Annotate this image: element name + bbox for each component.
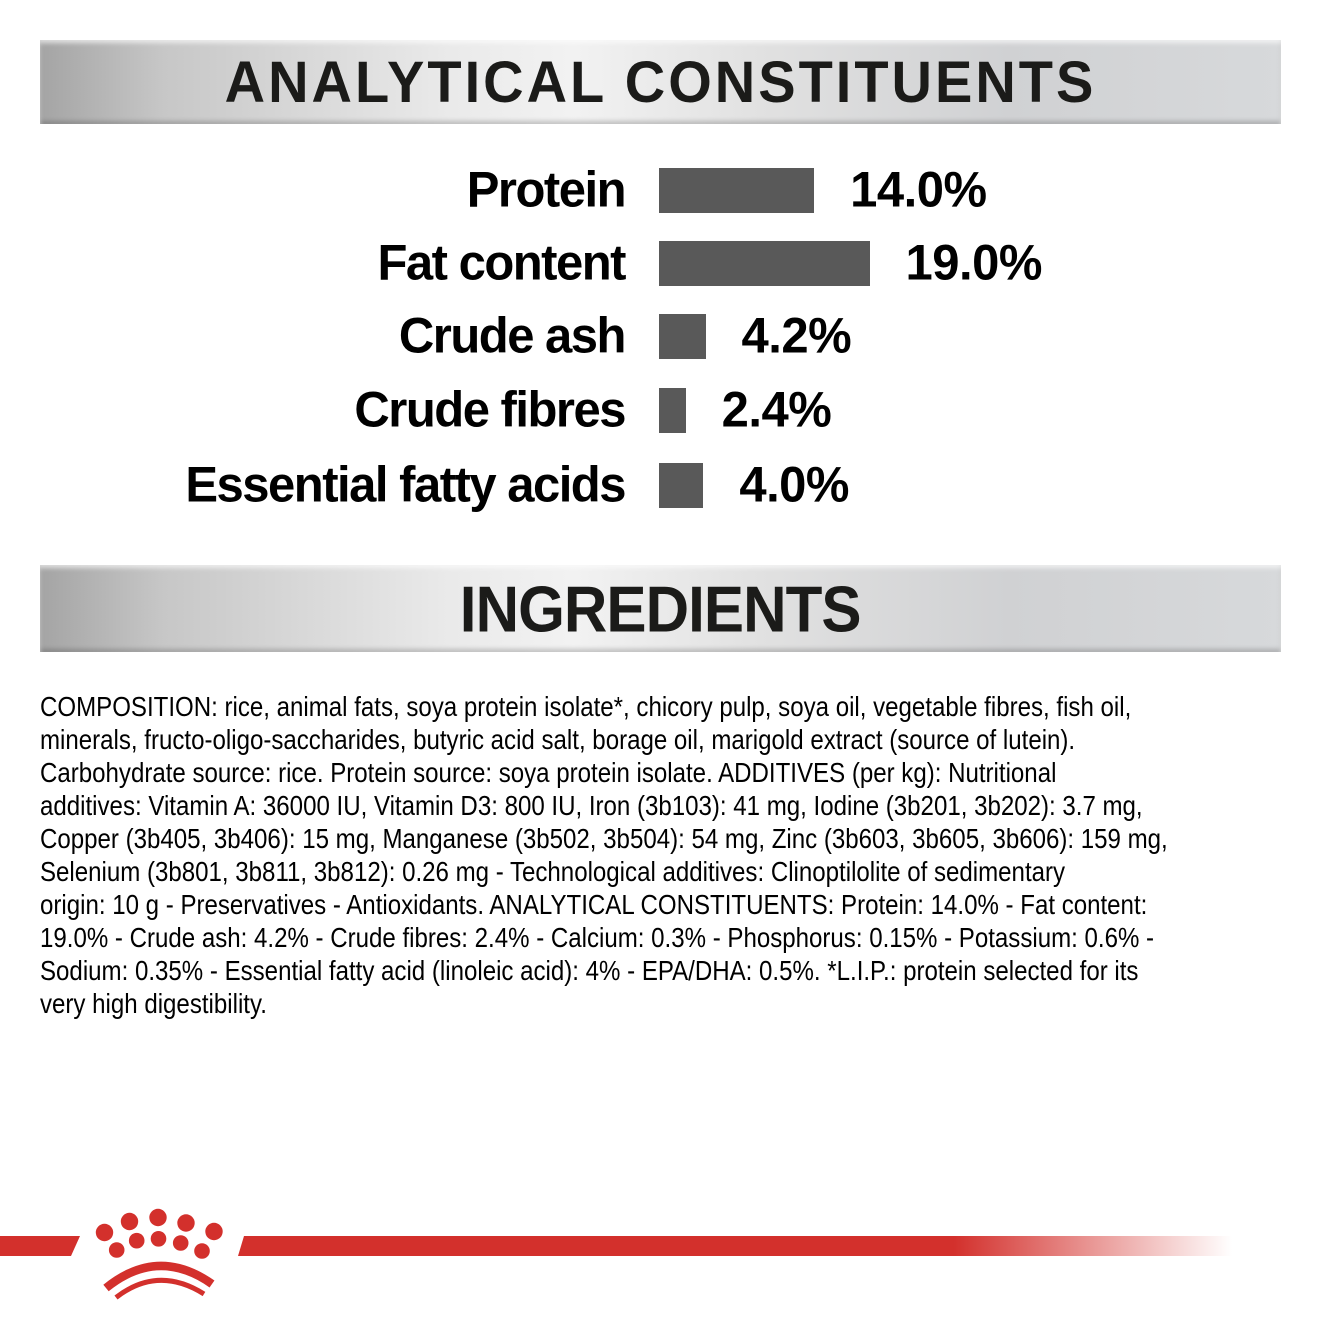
chart-row-protein	[0, 162, 987, 218]
chart-value-label: 2.4%	[721, 382, 832, 438]
chart-row-crude-fibres	[0, 382, 832, 438]
ingredients-text-line: minerals, fructo-oligo-saccharides, butyric acid salt, borage oil, marigold extract (source of lutein).	[40, 724, 1076, 755]
analytical-constituents-banner	[40, 40, 1281, 124]
ingredients-text-line: Selenium (3b801, 3b811, 3b812): 0.26 mg - Technological additives: Clinoptilolite of sedimentary	[40, 856, 1066, 887]
analytical-constituents-title: ANALYTICAL CONSTITUENTS	[224, 48, 1097, 115]
ingredients-text-line: Copper (3b405, 3b406): 15 mg, Manganese (3b502, 3b504): 54 mg, Zinc (3b603, 3b605, 3b606): 159 mg,	[40, 823, 1168, 854]
chart-bar	[659, 168, 814, 213]
chart-bar	[659, 463, 703, 508]
ingredients-text-line: origin: 10 g - Preservatives - Antioxidants. ANALYTICAL CONSTITUENTS: Protein: 14.0% - Fat content:	[40, 889, 1148, 920]
ingredients-text-line: very high digestibility.	[40, 988, 267, 1019]
chart-bar	[659, 388, 686, 433]
chart-category-label: Crude fibres	[354, 382, 625, 438]
chart-value-label: 4.0%	[739, 457, 849, 513]
composition-text-block	[40, 690, 1320, 1020]
chart-category-label: Protein	[466, 162, 625, 218]
chart-value-label: 14.0%	[850, 162, 987, 218]
royal-canin-crown-icon	[90, 1202, 230, 1302]
ingredients-text-line: additives: Vitamin A: 36000 IU, Vitamin D3: 800 IU, Iron (3b103): 41 mg, Iodine (3b201, 3b202): 3.7 mg,	[40, 790, 1143, 821]
chart-row-fat-content	[0, 235, 1042, 291]
ingredients-title: INGREDIENTS	[460, 571, 861, 646]
chart-category-label: Crude ash	[398, 308, 625, 364]
chart-bar	[659, 241, 870, 286]
brand-red-line-left	[0, 1236, 80, 1256]
chart-value-label: 4.2%	[741, 308, 852, 364]
brand-red-line-right	[238, 1236, 1232, 1256]
chart-category-label: Essential fatty acids	[185, 457, 625, 513]
ingredients-banner	[40, 565, 1281, 652]
chart-value-label: 19.0%	[905, 235, 1042, 291]
chart-category-label: Fat content	[377, 235, 625, 291]
chart-row-essential-fatty-acids	[0, 457, 849, 513]
chart-bar	[659, 314, 706, 359]
ingredients-text-line: COMPOSITION: rice, animal fats, soya protein isolate*, chicory pulp, soya oil, vegetable fibres, fish oil,	[40, 691, 1132, 722]
analytical-constituents-chart	[0, 124, 1320, 565]
ingredients-text-line: Carbohydrate source: rice. Protein source: soya protein isolate. ADDITIVES (per kg): Nutritional	[40, 757, 1057, 788]
ingredients-text-line: Sodium: 0.35% - Essential fatty acid (linoleic acid): 4% - EPA/DHA: 0.5%. *L.I.P.: protein selected for its	[40, 955, 1139, 986]
ingredients-text-line: 19.0% - Crude ash: 4.2% - Crude fibres: 2.4% - Calcium: 0.3% - Phosphorus: 0.15% - Potassium: 0.6% -	[40, 922, 1155, 953]
chart-row-crude-ash	[0, 308, 852, 364]
